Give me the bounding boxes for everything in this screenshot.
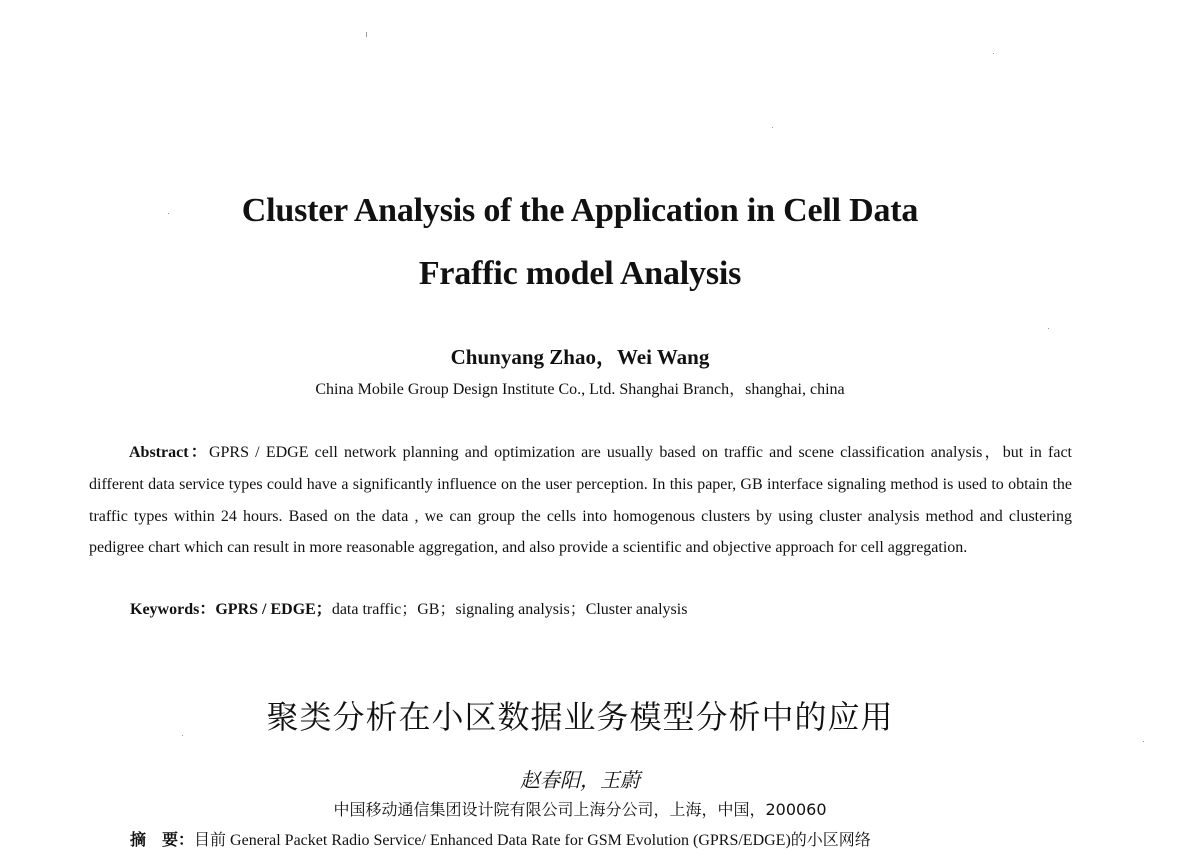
- keywords-first: GPRS / EDGE；: [215, 601, 332, 618]
- scan-speck: [182, 735, 183, 736]
- abstract: [89, 437, 1072, 564]
- scan-speck: [168, 213, 169, 214]
- authors: Chunyang Zhao，Wei Wang: [450, 345, 710, 369]
- keywords: [130, 596, 687, 624]
- scan-speck: [1048, 328, 1049, 329]
- chinese-abstract: [130, 827, 1130, 850]
- chinese-affiliation: 中国移动通信集团设计院有限公司上海分公司，上海，中国，200060: [333, 800, 827, 819]
- keywords-label: Keywords：: [130, 601, 216, 618]
- paper-title-line-1: Cluster Analysis of the Application in Cell Data: [241, 192, 919, 229]
- affiliation: China Mobile Group Design Institute Co., Ltd. Shanghai Branch，shanghai, china: [315, 381, 845, 398]
- chinese-abstract-text: General Packet Radio Service/ Enhanced Data Rate for GSM Evolution (GPRS/EDGE): [230, 832, 791, 849]
- scan-speck: [1143, 741, 1144, 742]
- abstract-text: GPRS / EDGE cell network planning and optimization are usually based on traffic and scene classification analysis，but in fact different data service types could have a significantly influence on the user perception. In this paper, GB interface signaling method is used to obtain the traffic types within 24 hours. Based on the data , we can group the cells into homogenous clusters by using cluster analysis method and clustering pedigree chart which can result in more reasonable aggregation, and also provide a scientific and objective approach for cell aggregation.: [89, 444, 1073, 557]
- chinese-abstract-prefix: 目前: [194, 830, 227, 849]
- scan-speck: [772, 127, 773, 128]
- scan-speck: [366, 32, 367, 37]
- chinese-abstract-label: 摘 要：: [130, 830, 195, 849]
- chinese-title: 聚类分析在小区数据业务模型分析中的应用: [266, 698, 894, 736]
- scan-speck: [993, 53, 994, 54]
- abstract-label: Abstract：: [129, 444, 209, 461]
- chinese-authors: 赵春阳，王蔚: [520, 768, 640, 792]
- paper-title-line-2: Fraffic model Analysis: [418, 255, 742, 292]
- keywords-rest: data traffic；GB；signaling analysis；Cluster analysis: [331, 601, 688, 618]
- chinese-abstract-suffix: 的小区网络: [790, 830, 871, 849]
